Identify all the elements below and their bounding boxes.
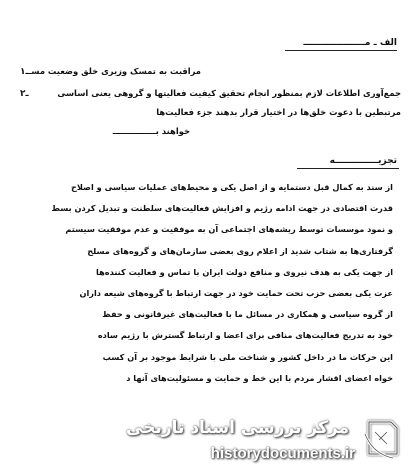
item-2-line-2: مرتبطین با دعوت خلق‌ها در اختیار قرار بدهند جزء فعالیت‌ها [156,107,401,117]
body-line: از سند به کمال قبل دستمایه و از اصل یکی و محیط‌های عملیات سیاسی و اصلاح [70,182,393,192]
body-line: خواه اعضای اقشار مردم با این خط و حمایت و مسئولیت‌های آنها د [126,372,393,383]
section-heading-analysis: تجزیــــــــــــــه [329,156,397,166]
item-2-line-1: جمع‌آوری اطلاعات لازم بمنظور انجام تحقیق کیفیت فعالیتها و گروهی یعنی اساسی [57,88,401,98]
section-heading-alef: الف ـ مــــــــــــــــــــ [303,38,397,48]
document-archive-logo-icon [357,414,407,464]
watermark-title: مرکز بررسی اسناد تاریخی [126,418,349,438]
watermark-url: historydocuments.ir [210,445,355,462]
body-line: عزت یکی بعضی حزب تحت حمایت خود در جهت ارتباط با گروه‌های شیعه داران [79,287,393,298]
analysis-heading-underline [297,168,399,169]
body-line: قدرت اقتصادی در جهت ادامه رژیم و افزایش فعالیت‌های سلطنت و تبدیل کردن بسط [51,203,393,214]
item-number-2: ۲ـ [20,89,29,99]
archive-watermark [107,412,407,468]
body-line: از جهت یکی به هدف نیروی و منافع دولت ایران با تماس و فعالیت کننده‌ها [96,266,393,277]
body-line: این حرکات ما در داخل کشور و شناخت ملی با شرایط موجود بر آن کسب [102,351,393,362]
body-line: خود به تدریج فعالیت‌های منافی برای اعضا و ارتباط گسترش با رژیم ساده [97,330,393,341]
body-line: گرفتاری‌ها به شتاب شدید از اعلام روی بعضی سازمان‌های و گروه‌های مسلح [87,245,393,256]
item-1-text: مراقبت به تمسک وزیری خلق وضعیت مسـ [28,66,201,76]
item-number-1: ۱ـ [20,67,29,77]
item-2-line-3: خواهند بـــــــــــــــ [112,126,190,136]
body-line: و نمود موسسات توسط ریشه‌های اجتماعی آن به موفقیت و عدم موفقیت سیستم [65,224,393,235]
heading-underline [285,50,397,51]
body-paragraph [17,180,393,392]
body-line: از گروه سیاسی و همکاری در مسائل ما با فعالیت‌های غیرقانونی و حفظ [102,309,393,320]
